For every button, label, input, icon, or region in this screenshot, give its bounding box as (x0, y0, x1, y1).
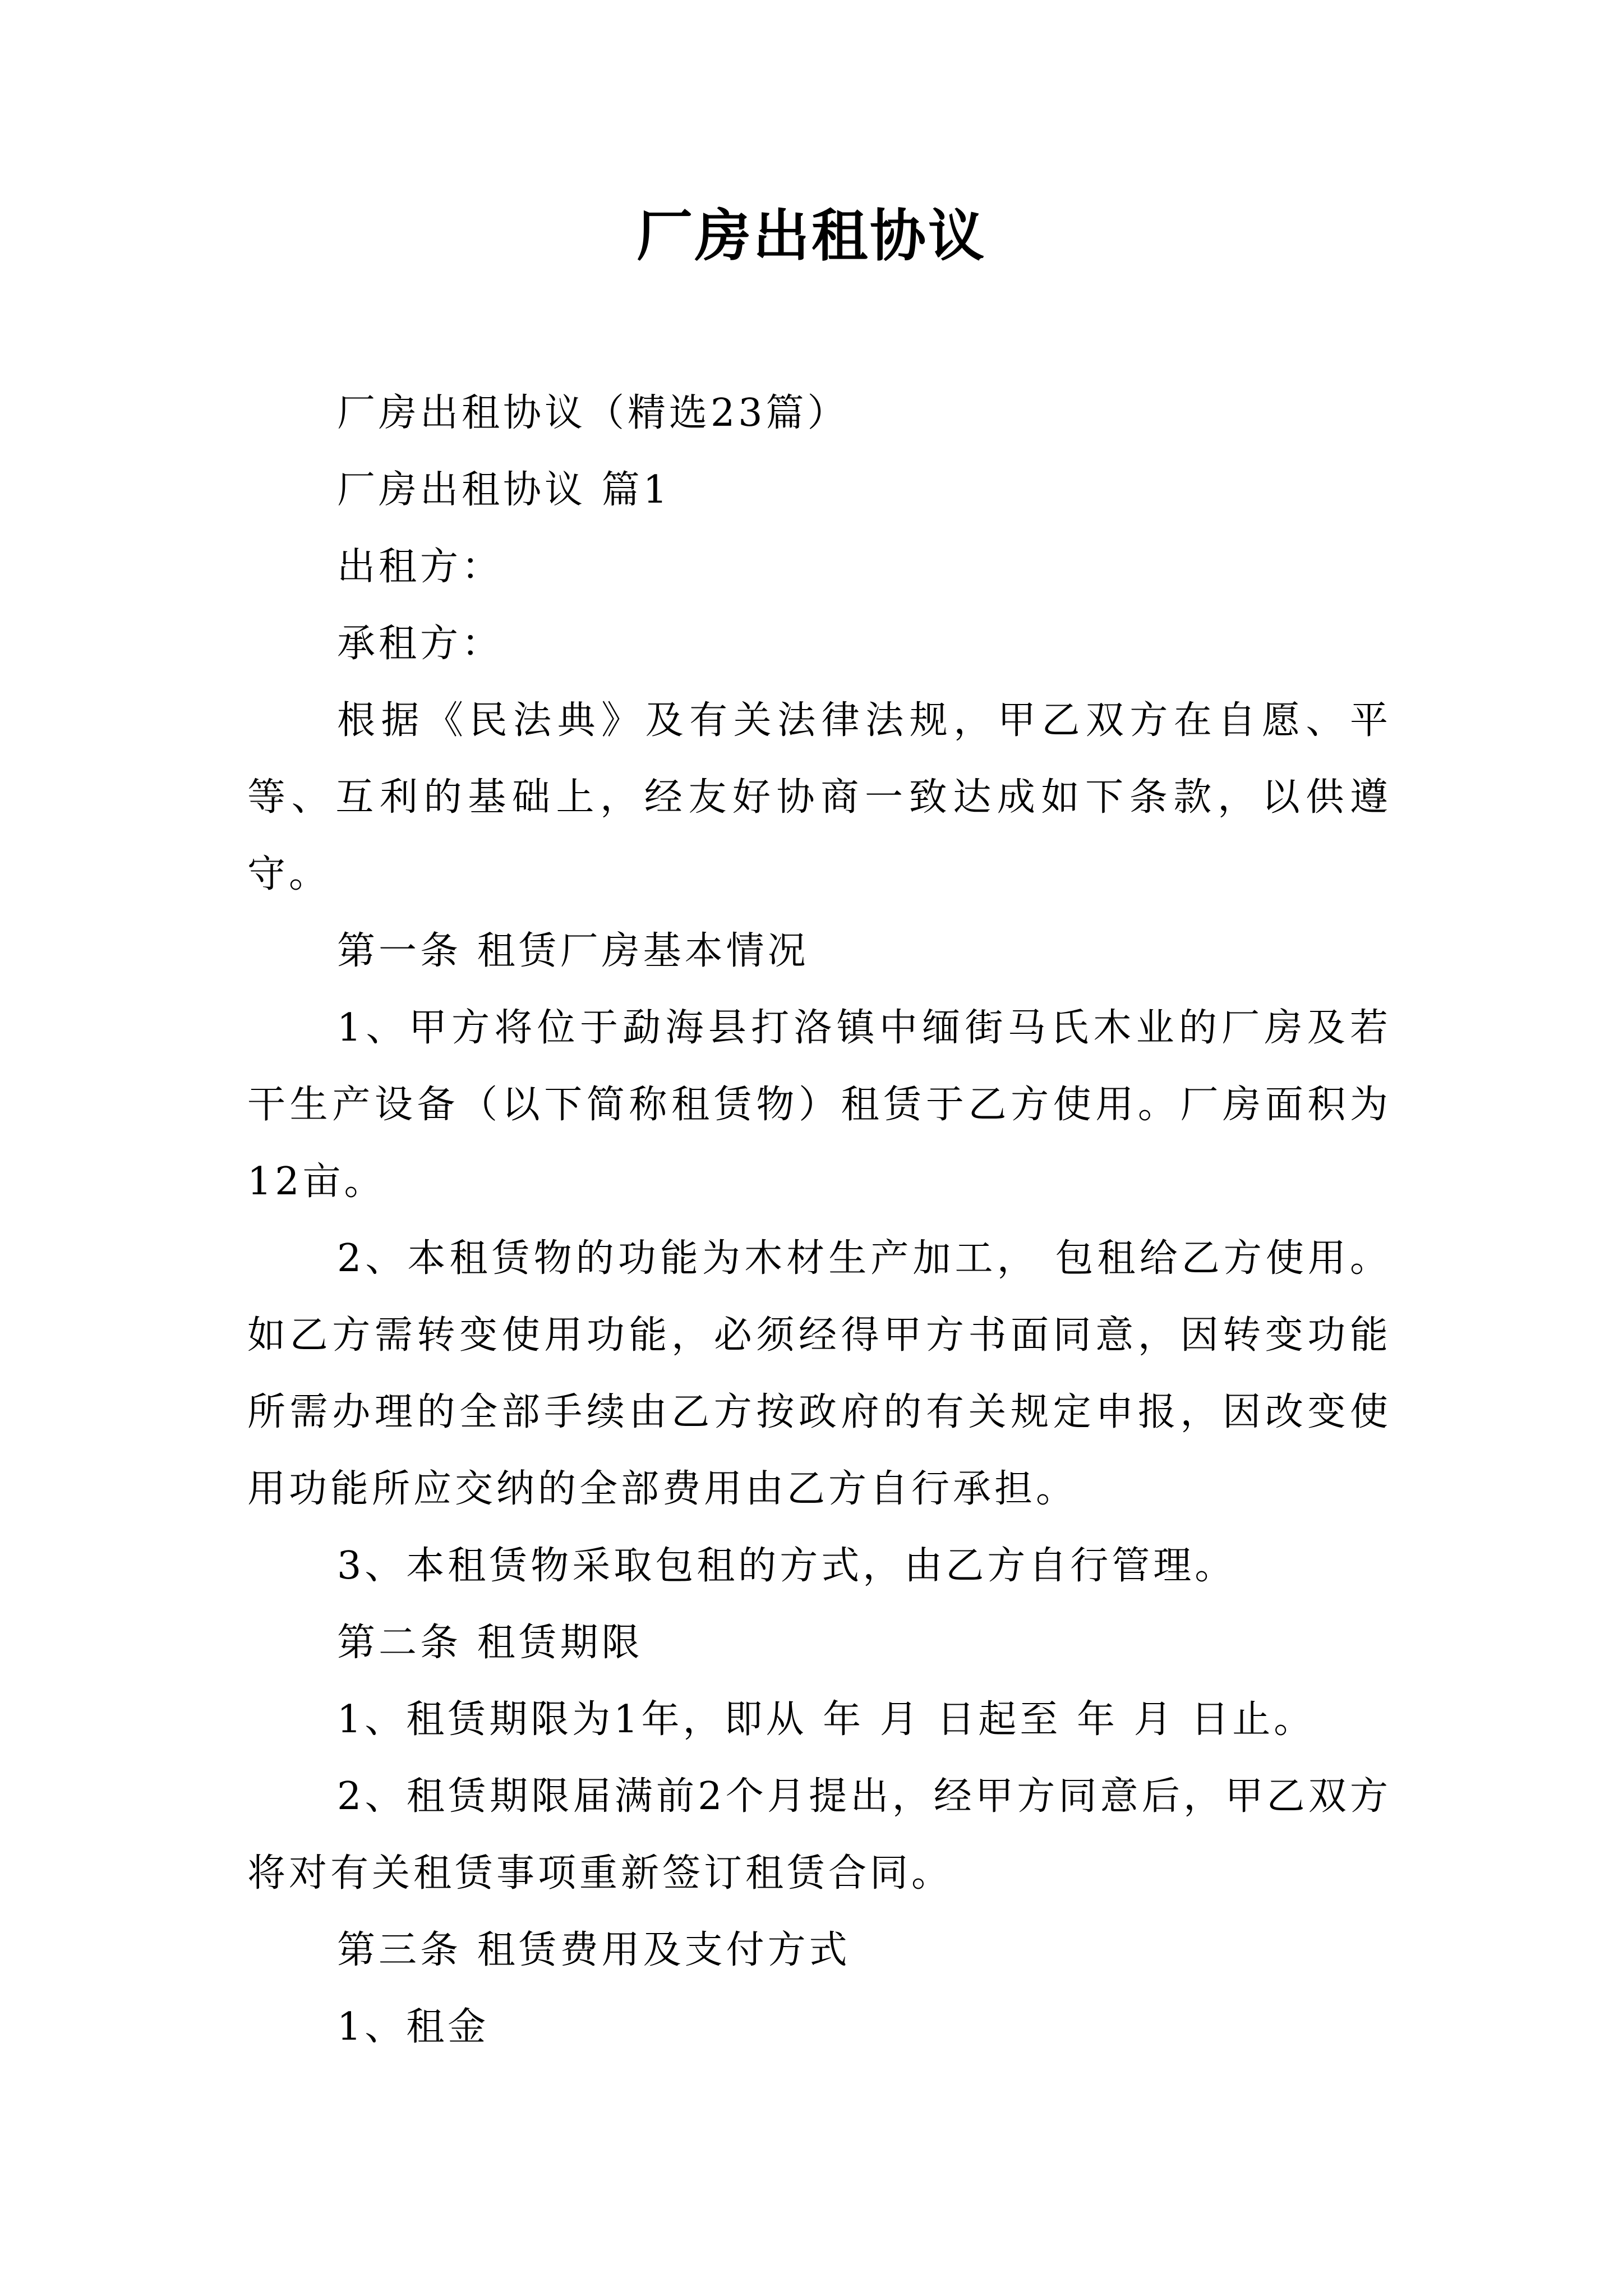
document-title: 厂房出租协议 (637, 203, 986, 269)
paragraph-section-1-item-3: 3、本租赁物采取包租的方式，由乙方自行管理。 (337, 1544, 1237, 1588)
paragraph-section-2-heading: 第二条 租赁期限 (337, 1621, 643, 1665)
paragraph-lessor: 出租方： (337, 545, 504, 589)
paragraph-lessee: 承租方： (337, 622, 504, 666)
paragraph-section-3-item-1: 1、租金 (337, 2005, 490, 2049)
paragraph-section-2-item-1: 1、租赁期限为1年，即从 年 月 日起至 年 月 日止。 (337, 1697, 1316, 1742)
paragraph-section-1-item-2: 2、本租赁物的功能为木材生产加工， 包租给乙方使用。如乙方需转变使用功能，必须经得甲方书面同意，因转变功能所需办理的全部手续由乙方按政府的有关规定申报，因改变使用功能所应交纳的全部费用由乙方自行承担。 (247, 1236, 1391, 1511)
paragraph-preamble: 根据《民法典》及有关法律法规，甲乙双方在自愿、平等、互利的基础上，经友好协商一致达成如下条款，以供遵守。 (247, 698, 1391, 896)
paragraph-section-1-item-1: 1、甲方将位于勐海县打洛镇中缅街马氏木业的厂房及若干生产设备（以下简称租赁物）租赁于乙方使用。厂房面积为12亩。 (247, 1006, 1391, 1204)
paragraph-section-1-heading: 第一条 租赁厂房基本情况 (337, 929, 809, 973)
paragraph-collection-heading: 厂房出租协议（精选23篇） (337, 391, 849, 435)
paragraph-article-heading: 厂房出租协议 篇1 (337, 468, 671, 512)
paragraph-section-3-heading: 第三条 租赁费用及支付方式 (337, 1928, 851, 1972)
paragraph-section-2-item-2: 2、租赁期限届满前2个月提出，经甲方同意后，甲乙双方将对有关租赁事项重新签订租赁合同。 (247, 1774, 1391, 1895)
document-body (247, 375, 1391, 2065)
